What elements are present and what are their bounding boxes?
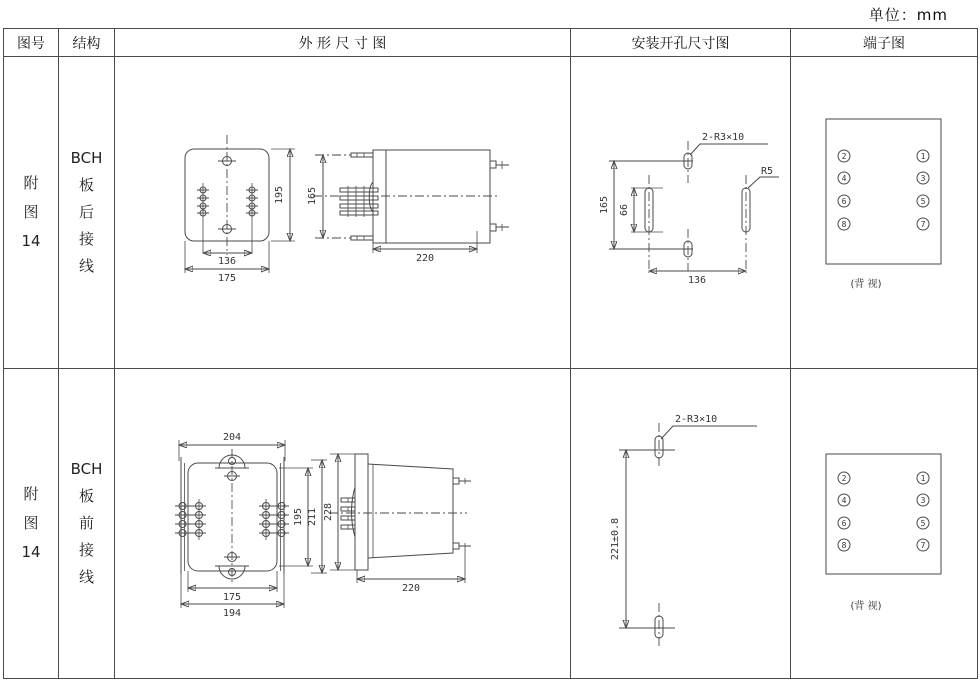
radius-callout: R5 [761, 166, 774, 177]
row2-outline-cell [115, 369, 571, 678]
structure-char: BCH [70, 149, 103, 167]
dim-front-width-inner: 175 [222, 592, 242, 603]
terminal-pin [838, 472, 850, 484]
structure-char: 线 [78, 568, 94, 586]
mounting-holes-view [599, 132, 779, 286]
row1-fig-no [4, 57, 59, 369]
terminal-pin [917, 172, 929, 184]
svg-text:6: 6 [841, 519, 847, 528]
structure-char: BCH [70, 460, 103, 478]
row2-terminal-cell [791, 369, 977, 678]
dim-side-height: 228 [323, 502, 334, 522]
terminal-pin [838, 195, 850, 207]
svg-text:1: 1 [920, 474, 926, 483]
terminal-pin [917, 150, 929, 162]
svg-text:1: 1 [920, 152, 926, 161]
dim-front-height-outer: 211 [307, 507, 318, 527]
header-fig-no: 图号 [4, 29, 59, 57]
terminal-pin [917, 494, 929, 506]
svg-text:5: 5 [920, 519, 926, 528]
row1-outline-cell [115, 57, 571, 369]
header-structure: 结构 [59, 29, 115, 57]
relay-side-view [323, 454, 471, 594]
relay-side-view [307, 150, 509, 264]
svg-text:8: 8 [841, 220, 847, 229]
view-label: (背 视) [850, 279, 882, 290]
terminal-pin [838, 218, 850, 230]
terminal-pin [917, 218, 929, 230]
terminal-pin [917, 195, 929, 207]
svg-text:8: 8 [841, 541, 847, 550]
header-mounting: 安装开孔尺寸图 [571, 29, 791, 57]
relay-front-view [185, 135, 295, 284]
fig-char: 附 [23, 485, 39, 503]
row2-outline-drawing [115, 369, 570, 676]
relay-front-view [175, 432, 327, 619]
svg-text:2: 2 [841, 474, 847, 483]
dim-front-height-inner: 195 [293, 507, 304, 527]
fig-char: 14 [21, 543, 41, 561]
terminal-pin [917, 517, 929, 529]
structure-char: 板 [78, 176, 94, 194]
dim-front-height: 195 [274, 185, 285, 205]
terminal-pin [917, 472, 929, 484]
dim-mounting-height: 165 [599, 195, 610, 215]
svg-text:4: 4 [841, 174, 847, 183]
structure-char: 接 [78, 230, 94, 248]
dim-mounting-width: 136 [687, 275, 707, 286]
dim-side-depth: 220 [401, 583, 421, 594]
svg-text:7: 7 [920, 541, 926, 550]
dim-front-width-outer: 194 [222, 608, 242, 619]
terminal-pin [838, 150, 850, 162]
row1-mounting-drawing [571, 57, 790, 368]
structure-char: 后 [78, 203, 94, 221]
svg-text:3: 3 [920, 496, 926, 505]
slot-callout: 2-R3×10 [702, 132, 745, 143]
dim-front-width-outer: 175 [217, 273, 237, 284]
row2-mounting-cell [571, 369, 791, 678]
row1-mounting-cell [571, 57, 791, 369]
terminal-pin [838, 494, 850, 506]
structure-char: 板 [78, 487, 94, 505]
terminal-pin [838, 517, 850, 529]
header-terminal: 端子图 [791, 29, 977, 57]
header-outline: 外 形 尺 寸 图 [115, 29, 571, 57]
dim-side-height: 165 [307, 186, 318, 206]
fig-char: 14 [21, 232, 41, 250]
row1-structure [59, 57, 115, 369]
svg-text:4: 4 [841, 496, 847, 505]
terminal-pin [838, 539, 850, 551]
row2-terminal-diagram [791, 369, 976, 676]
fig-char: 图 [23, 514, 39, 532]
slot-callout: 2-R3×10 [675, 414, 718, 425]
dim-front-width-top: 204 [222, 432, 242, 443]
svg-text:3: 3 [920, 174, 926, 183]
svg-text:2: 2 [841, 152, 847, 161]
mounting-holes-view [610, 414, 757, 649]
svg-text:7: 7 [920, 220, 926, 229]
unit-label: 单位：mm [868, 6, 948, 24]
structure-char: 线 [78, 257, 94, 275]
terminal-pin [917, 539, 929, 551]
row1-outline-drawing [115, 57, 570, 368]
dim-slot-height: 66 [619, 203, 630, 217]
dim-side-depth: 220 [415, 253, 435, 264]
spec-table [3, 28, 978, 679]
fig-char: 附 [23, 174, 39, 192]
terminal-pin [838, 172, 850, 184]
fig-char: 图 [23, 203, 39, 221]
structure-char: 前 [78, 514, 94, 532]
svg-text:6: 6 [841, 197, 847, 206]
structure-char: 接 [78, 541, 94, 559]
dim-mounting-height: 221±0.8 [610, 517, 621, 561]
svg-text:5: 5 [920, 197, 926, 206]
row1-terminal-cell [791, 57, 977, 369]
dim-front-width-inner: 136 [217, 256, 237, 267]
row1-terminal-diagram [791, 57, 976, 368]
row2-fig-no [4, 369, 59, 678]
view-label: (背 视) [850, 601, 882, 612]
row2-mounting-drawing [571, 369, 790, 676]
row2-structure [59, 369, 115, 678]
